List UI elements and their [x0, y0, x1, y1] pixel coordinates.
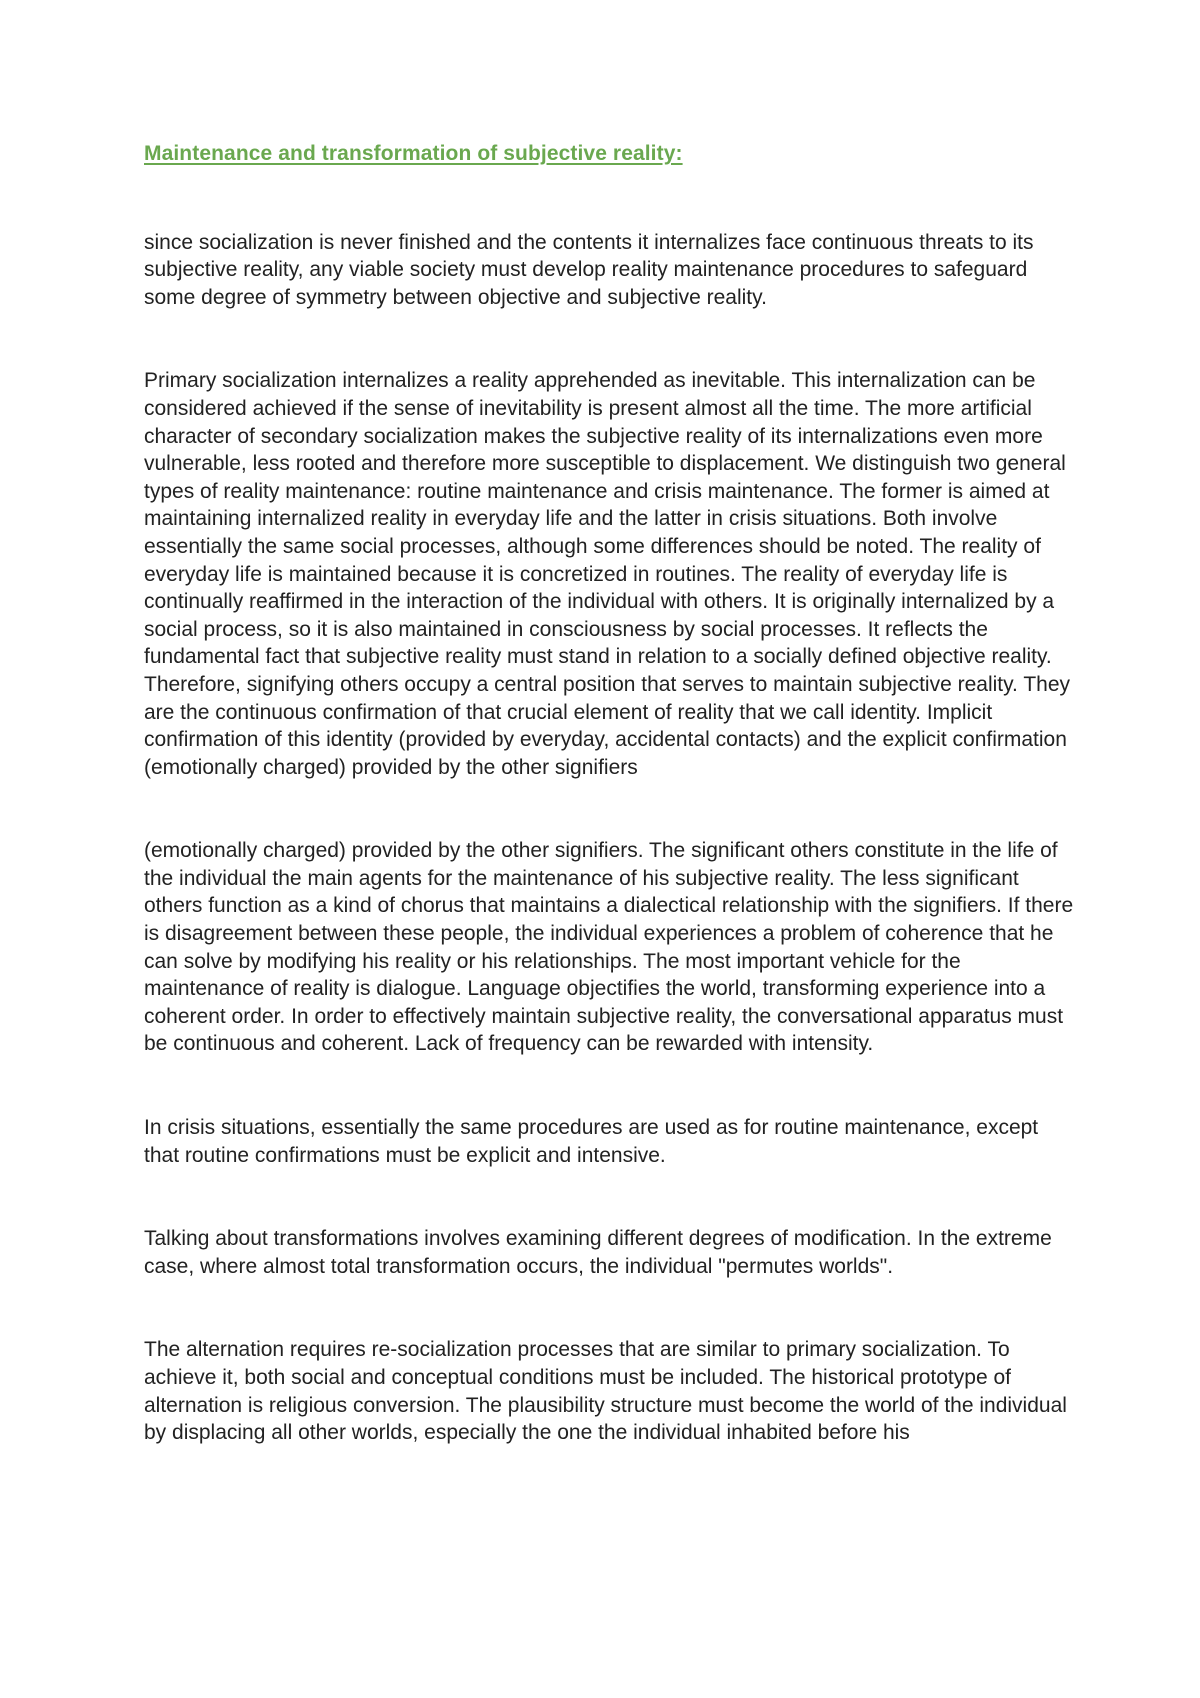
paragraph-primary-socialization: Primary socialization internalizes a reality apprehended as inevitable. This internalization can be considered achieved if the sense of inevitability is present almost all the time. The more artificial character of secondary socialization makes the subjective reality of its internalizations even more vulnerable, less rooted and therefore more susceptible to displacement. We distinguish two general types of reality maintenance: routine maintenance and crisis maintenance. The former is aimed at maintaining internalized reality in everyday life and the latter in crisis situations. Both involve essentially the same social processes, although some differences should be noted. The reality of everyday life is maintained because it is concretized in routines. The reality of everyday life is continually reaffirmed in the interaction of the individual with others. It is originally internalized by a social process, so it is also maintained in consciousness by social processes. It reflects the fundamental fact that subjective reality must stand in relation to a socially defined objective reality. Therefore, signifying others occupy a central position that serves to maintain subjective reality. They are the continuous confirmation of that crucial element of reality that we call identity. Implicit confirmation of this identity (provided by everyday, accidental contacts) and the explicit confirmation (emotionally charged) provided by the other signifiers	[144, 369, 1071, 779]
paragraph-significant-others: (emotionally charged) provided by the other signifiers. The significant others constitute in the life of the individual the main agents for the maintenance of his subjective reality. The less significant others function as a kind of chorus that maintains a dialectical relationship with the signifiers. If there is disagreement between these people, the individual experiences a problem of coherence that he can solve by modifying his reality or his relationships. The most important vehicle for the maintenance of reality is dialogue. Language objectifies the world, transforming experience into a coherent order. In order to effectively maintain subjective reality, the conversational apparatus must be continuous and coherent. Lack of frequency can be rewarded with intensity.	[144, 839, 1074, 1056]
paragraph-transformations: Talking about transformations involves examining different degrees of modification. In the extreme case, where almost total transformation occurs, the individual "permutes worlds".	[144, 1227, 1052, 1278]
document-body	[144, 140, 1074, 1447]
paragraph-intro: since socialization is never finished and the contents it internalizes face continuous threats to its subjective reality, any viable society must develop reality maintenance procedures to safeguard some degree of symmetry between objective and subjective reality.	[144, 230, 1034, 309]
paragraph-crisis-situations: In crisis situations, essentially the same procedures are used as for routine maintenance, except that routine confirmations must be explicit and intensive.	[144, 1116, 1039, 1167]
document-title: Maintenance and transformation of subjective reality:	[144, 142, 683, 165]
paragraph-alternation: The alternation requires re-socialization processes that are similar to primary socialization. To achieve it, both social and conceptual conditions must be included. The historical prototype of alternation is religious conversion. The plausibility structure must become the world of the individual by displacing all other worlds, especially the one the individual inhabited before his	[144, 1338, 1067, 1445]
